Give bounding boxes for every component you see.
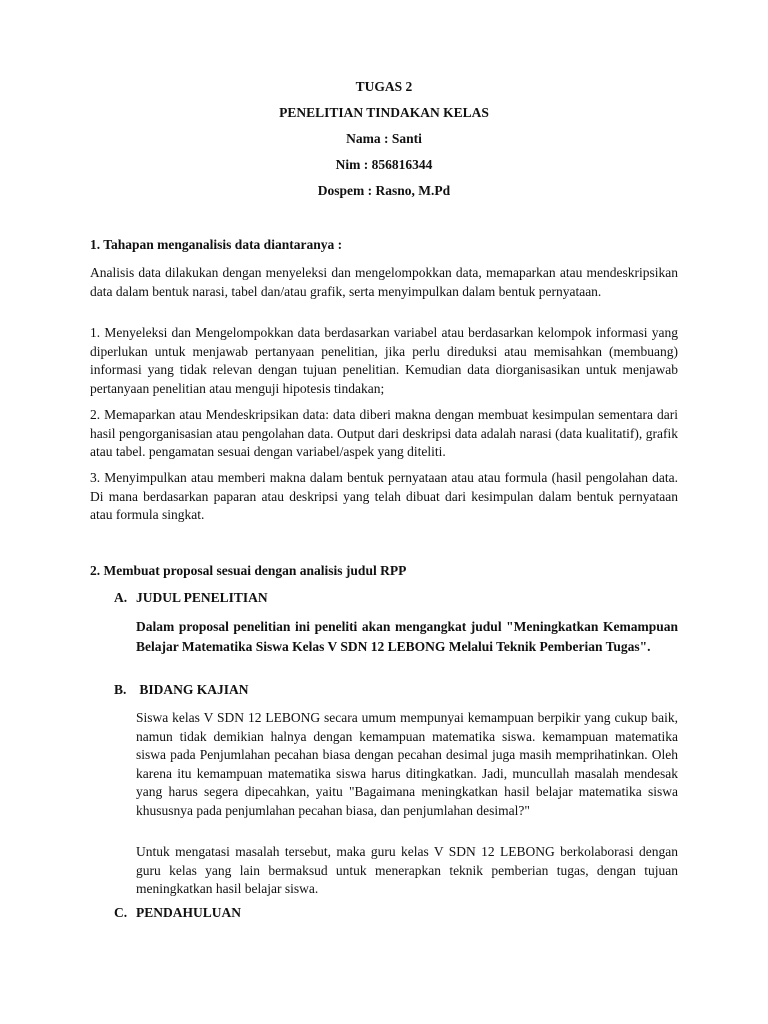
advisor-name: Dospem : Rasno, M.Pd [317, 183, 451, 198]
subsection-b-letter: B. [114, 682, 127, 697]
section1-intro: Analisis data dilakukan dengan menyeleksi dan mengelompokkan data, memaparkan atau mendeskripsikan data dalam bentuk narasi, tabel dan/atau grafik, serta menyimpulkan dalam bentuk pernyataan. [90, 265, 678, 299]
subsection-c-heading [114, 905, 241, 921]
subsection-c-title: PENDAHULUAN [136, 905, 242, 920]
subsection-a-heading [114, 590, 268, 606]
section1-point-2: 2. Memaparkan atau Mendeskripsikan data: data diberi makna dengan membuat kesimpulan sementara dari hasil pengorganisasian atau pengolahan data. Output dari deskripsi data adalah narasi (data kualitatif), grafik atau tabel. pengamatan sesuai dengan variabel/aspek yang diteliti. [90, 407, 678, 459]
doc-subtitle: PENELITIAN TINDAKAN KELAS [279, 105, 489, 120]
section2-heading: 2. Membuat proposal sesuai dengan analisis judul RPP [90, 563, 407, 578]
student-name: Nama : Santi [346, 131, 422, 146]
section1-point-3: 3. Menyimpulkan atau memberi makna dalam bentuk pernyataan atau atau formula (hasil pengolahan data. Di mana berdasarkan paparan atau deskripsi yang telah dibuat dari kesimpulan dalam bentuk pernyataan atau formula singkat. [90, 470, 678, 522]
student-nim: Nim : 856816344 [335, 157, 433, 172]
section1-heading: 1. Tahapan menganalisis data diantaranya : [90, 237, 343, 252]
section1-point-1: 1. Menyeleksi dan Mengelompokkan data berdasarkan variabel atau berdasarkan kelompok informasi yang diperlukan untuk menjawab pertanyaan penelitian, jika perlu direduksi atau memisahkan (membuang) informasi yang tidak relevan dengan tujuan penelitian. Kemudian data diorganisasikan untuk menjawab pertanyaan penelitian atau menguji hipotesis tindakan; [90, 325, 678, 396]
subsection-a-title: JUDUL PENELITIAN [136, 590, 268, 605]
study-field-paragraph-1: Siswa kelas V SDN 12 LEBONG secara umum mempunyai kemampuan berpikir yang cukup baik, namun tidak demikian halnya dengan kemampuan matematika siswa. kemampuan matematika siswa pada Penjumlahan pecahan biasa dengan pecahan desimal juga masih memprihatinkan. Oleh karena itu kemampuan matematika siswa harus ditingkatkan. Jadi, muncullah masalah mendesak yang harus segera dipecahkan, yaitu "Bagaimana meningkatkan hasil belajar matematika siswa khususnya pada penjumlahan pecahan biasa, dan penjumlahan desimal?" [136, 710, 678, 818]
doc-title: TUGAS 2 [355, 79, 413, 94]
subsection-a-letter: A. [114, 590, 128, 605]
study-field-paragraph-2: Untuk mengatasi masalah tersebut, maka guru kelas V SDN 12 LEBONG berkolaborasi dengan guru kelas yang lain bermaksud untuk menerapkan teknik pemberian tugas, dengan tujuan meningkatkan hasil belajar siswa. [136, 844, 678, 896]
subsection-b-heading [114, 682, 249, 698]
subsection-b-title: BIDANG KAJIAN [136, 682, 249, 697]
subsection-c-letter: C. [114, 905, 128, 920]
research-title-text: Dalam proposal penelitian ini peneliti akan mengangkat judul "Meningkatkan Kemampuan Belajar Matematika Siswa Kelas V SDN 12 LEBONG Melalui Teknik Pemberian Tugas". [136, 619, 678, 654]
